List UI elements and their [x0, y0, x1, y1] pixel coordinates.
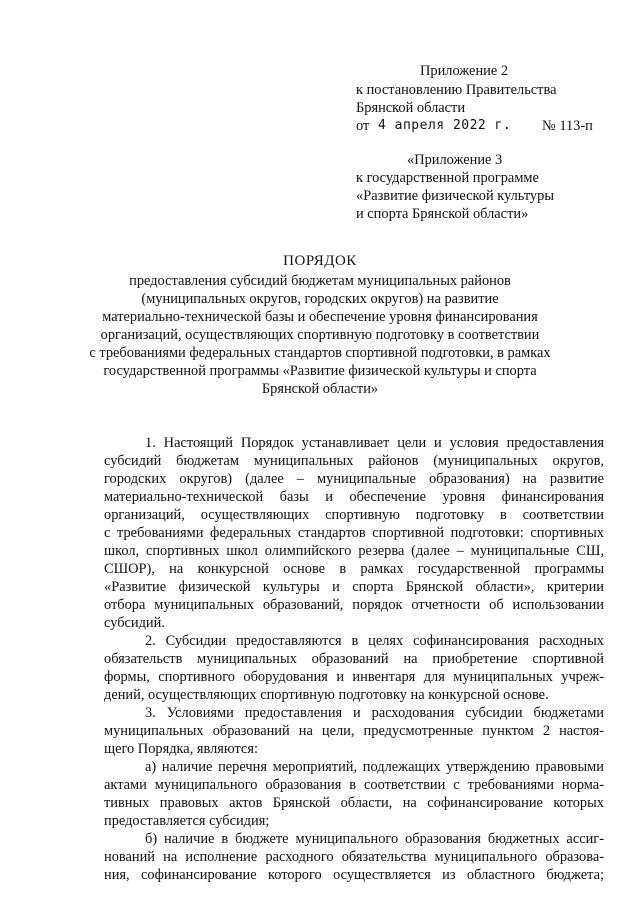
body-line: отбора муниципальных образований, порядок отчетности об использовании: [104, 597, 604, 613]
program-reference: к государственной программе: [356, 170, 539, 186]
title-line: Брянской области»: [261, 381, 379, 397]
decree-date: 4 апреля 2022 г.: [378, 118, 512, 133]
program-name-line-1: «Развитие физической культуры: [356, 188, 554, 204]
program-name-line-2: и спорта Брянской области»: [356, 206, 529, 222]
decree-number: № 113-п: [542, 118, 593, 134]
body-line: актами муниципального образования в соответствии с требованиями норма-: [104, 777, 604, 793]
body-line: субсидий бюджетам муниципальных районов (муниципальных округов,: [104, 453, 604, 469]
body-line: 3. Условиями предоставления и расходования субсидии бюджетами: [145, 705, 604, 721]
body-line: городских округов) (далее – муниципальные образования) на развитие: [104, 471, 604, 487]
body-line: а) наличие перечня мероприятий, подлежащих утверждению правовыми: [145, 759, 604, 775]
body-line: нований на исполнение расходного обязательства муниципального образова-: [104, 849, 604, 865]
body-line: субсидий.: [104, 615, 165, 631]
body-line: формы, спортивного оборудования и инвентаря для муниципальных учреж-: [104, 669, 604, 685]
body-line: 1. Настоящий Порядок устанавливает цели и условия предоставления: [145, 435, 604, 451]
body-line: СШОР), на конкурсной основе в рамках государственной программы: [104, 561, 604, 577]
body-line: б) наличие в бюджете муниципального образования бюджетных ассиг-: [145, 831, 604, 847]
document-title: ПОРЯДОК: [283, 253, 357, 269]
body-line: ния, софинансирование которого осуществляется из областного бюджета;: [104, 867, 604, 883]
body-line: предоставляется субсидия;: [104, 813, 270, 829]
body-line: с требованиями федеральных стандартов спортивной подготовки: спортивных: [104, 525, 604, 541]
title-line: государственной программы «Развитие физической культуры и спорта: [103, 363, 537, 379]
appendix-3-label: «Приложение 3: [407, 152, 503, 168]
body-line: школ, спортивных школ олимпийского резерва (далее – муниципальные СШ,: [104, 543, 604, 559]
title-line: предоставления субсидий бюджетам муниципальных районов: [129, 273, 511, 289]
title-line: организаций, осуществляющих спортивную подготовку в соответствии: [100, 327, 540, 343]
decree-reference: к постановлению Правительства: [356, 82, 557, 98]
body-line: щего Порядка, являются:: [104, 741, 258, 757]
region-name: Брянской области: [356, 100, 466, 116]
body-line: организаций, осуществляющих спортивную подготовку в соответствии: [104, 507, 604, 523]
title-line: (муниципальных округов, городских округов) на развитие: [141, 291, 499, 307]
body-line: муниципальных образований на цели, предусмотренные пунктом 2 настоя-: [104, 723, 604, 739]
body-line: тивных правовых актов Брянской области, на софинансирование которых: [104, 795, 604, 811]
title-line: материально-технической базы и обеспечение уровня финансирования: [102, 309, 538, 325]
body-line: обязательств муниципальных образований на приобретение спортивной: [104, 651, 604, 667]
body-line: материально-технической базы и обеспечение уровня финансирования: [104, 489, 604, 505]
title-line: с требованиями федеральных стандартов спортивной подготовки, в рамках: [89, 345, 551, 361]
date-prefix: от: [356, 118, 370, 134]
body-line: дений, осуществляющих спортивную подготовку на конкурсной основе.: [104, 687, 549, 703]
body-line: «Развитие физической культуры и спорта Брянской области», критерии: [104, 579, 604, 595]
appendix-2-label: Приложение 2: [420, 63, 509, 79]
body-line: 2. Субсидии предоставляются в целях софинансирования расходных: [145, 633, 604, 649]
